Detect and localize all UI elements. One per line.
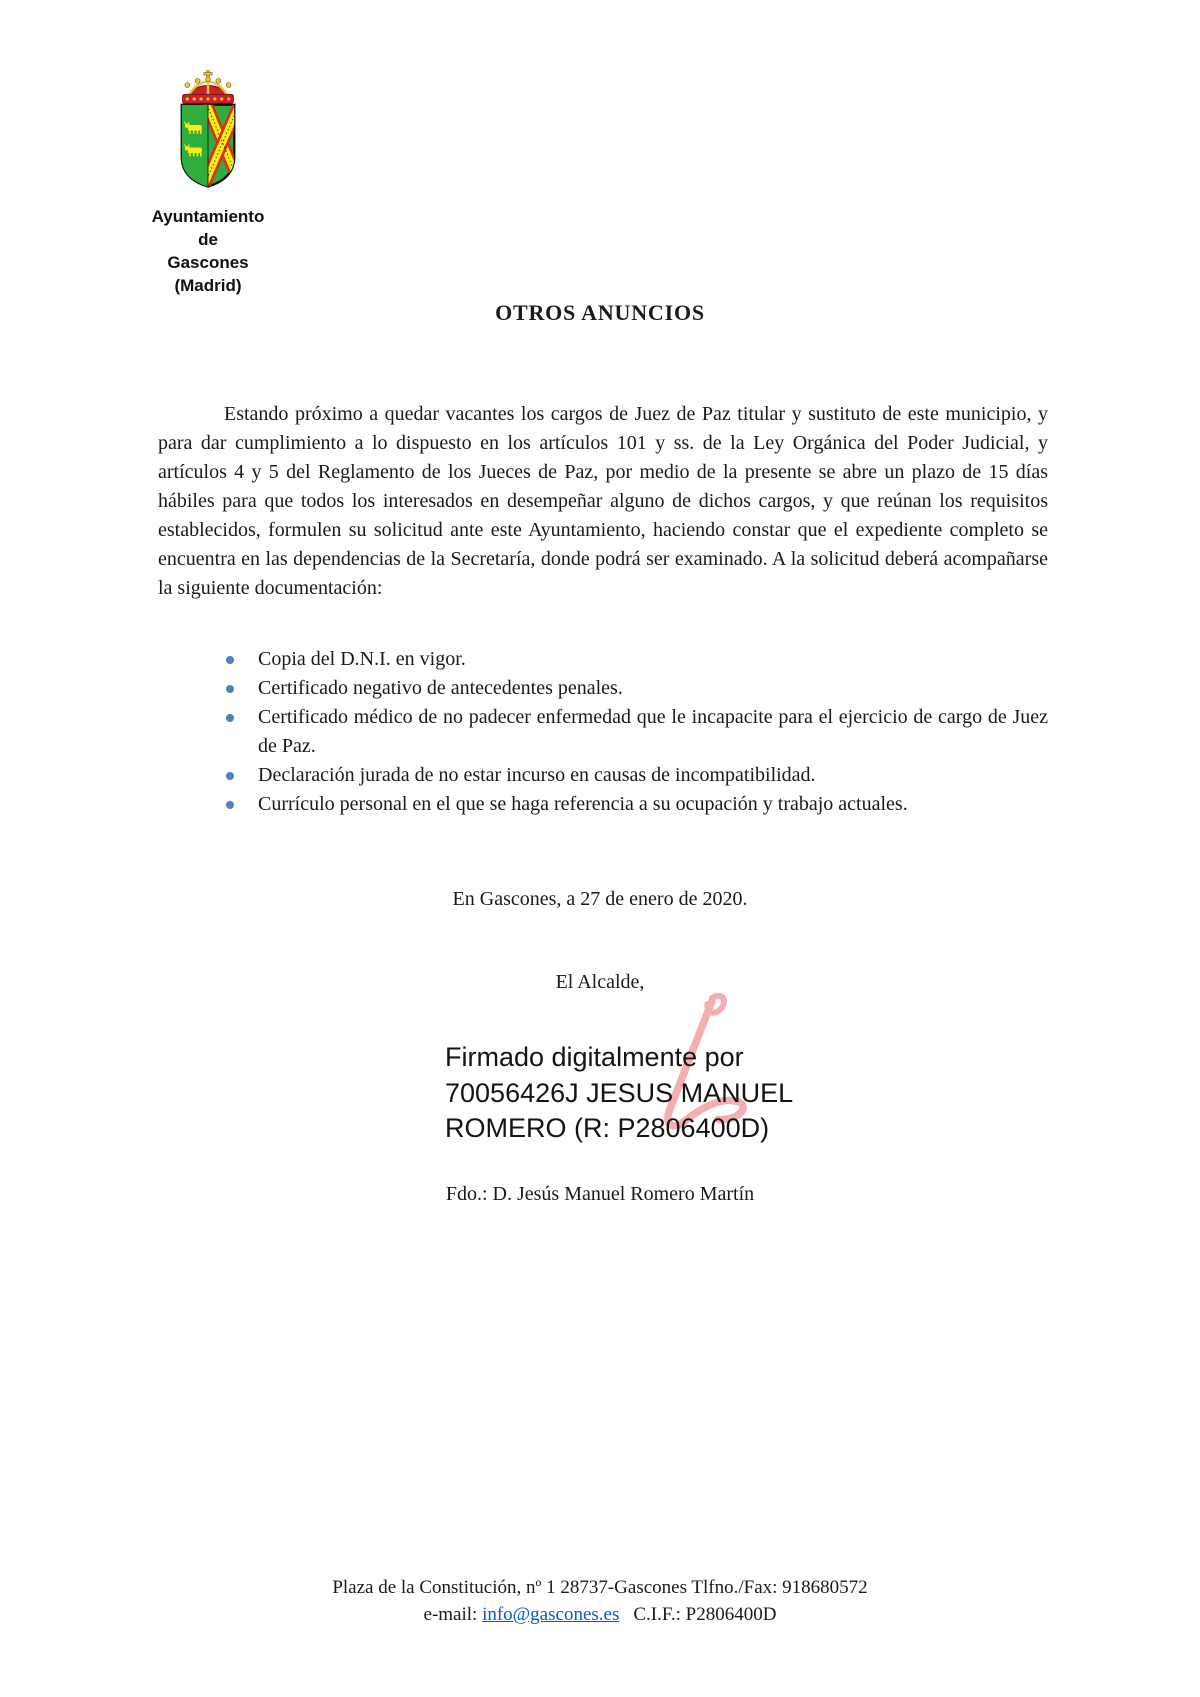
list-item-text: Certificado médico de no padecer enfermedad que le incapacite para el ejercicio de cargo de Juez de Paz.: [258, 706, 1048, 757]
org-name-line: Gascones: [167, 253, 249, 272]
page-footer: [0, 1574, 1200, 1628]
signature-stamp-line: Firmado digitalmente por: [445, 1042, 744, 1072]
digital-signature-stamp[interactable]: [445, 1040, 793, 1147]
bullet-dot-icon: [226, 714, 234, 722]
coat-of-arms-icon: [161, 181, 255, 198]
page-title: OTROS ANUNCIOS: [495, 300, 705, 325]
list-item: [158, 761, 1048, 790]
bullet-dot-icon: [226, 801, 234, 809]
email-link[interactable]: info@gascones.es: [482, 1604, 620, 1625]
header-logo-block: [138, 70, 278, 297]
footer-contact-line: [0, 1601, 1200, 1628]
cif-value: C.I.F.: P2806400D: [633, 1604, 777, 1625]
bullet-dot-icon: [226, 685, 234, 693]
bullet-dot-icon: [226, 772, 234, 780]
list-item-text: Declaración jurada de no estar incurso en causas de incompatibilidad.: [258, 764, 816, 786]
dateline: En Gascones, a 27 de enero de 2020.: [452, 888, 748, 910]
requirements-list: [158, 645, 1048, 819]
list-item: [158, 674, 1048, 703]
list-item-text: Copia del D.N.I. en vigor.: [258, 648, 466, 670]
list-item: [158, 790, 1048, 819]
list-item: [158, 645, 1048, 674]
list-item: [158, 703, 1048, 761]
signature-stamp-line: 70056426J JESUS MANUEL: [445, 1077, 794, 1108]
body-paragraph: Estando próximo a quedar vacantes los cargos de Juez de Paz titular y sustituto de este municipio, y para dar cumplimiento a lo dispuesto en los artículos 101 y ss. de la Ley Orgánica del Poder Judicial, y artículos 4 y 5 del Reglamento de los Jueces de Paz, por medio de la presente se abre un plazo de 15 días hábiles para que todos los interesados en desempeñar alguno de dichos cargos, y que reúnan los requisitos establecidos, formulen su solicitud ante este Ayuntamiento, haciendo constar que el expediente completo se encuentra en las dependencias de la Secretaría, donde podrá ser examinado. A la solicitud deberá acompañarse la siguiente documentación:: [158, 403, 1048, 599]
org-name: [138, 205, 278, 297]
list-item-text: Currículo personal en el que se haga referencia a su ocupación y trabajo actuales.: [258, 793, 908, 815]
signer-role: El Alcalde,: [555, 971, 645, 993]
email-label: e-mail:: [423, 1604, 478, 1625]
org-name-line: Ayuntamiento: [151, 207, 265, 226]
signature-stamp-line: ROMERO (R: P2806400D): [445, 1113, 770, 1143]
list-item-text: Certificado negativo de antecedentes penales.: [258, 677, 623, 699]
footer-address: Plaza de la Constitución, nº 1 28737-Gascones Tlfno./Fax: 918680572: [332, 1577, 868, 1598]
bullet-dot-icon: [226, 656, 234, 664]
signed-by-line: Fdo.: D. Jesús Manuel Romero Martín: [445, 1183, 755, 1205]
org-name-line: de: [198, 230, 218, 249]
org-name-line: (Madrid): [174, 276, 242, 295]
